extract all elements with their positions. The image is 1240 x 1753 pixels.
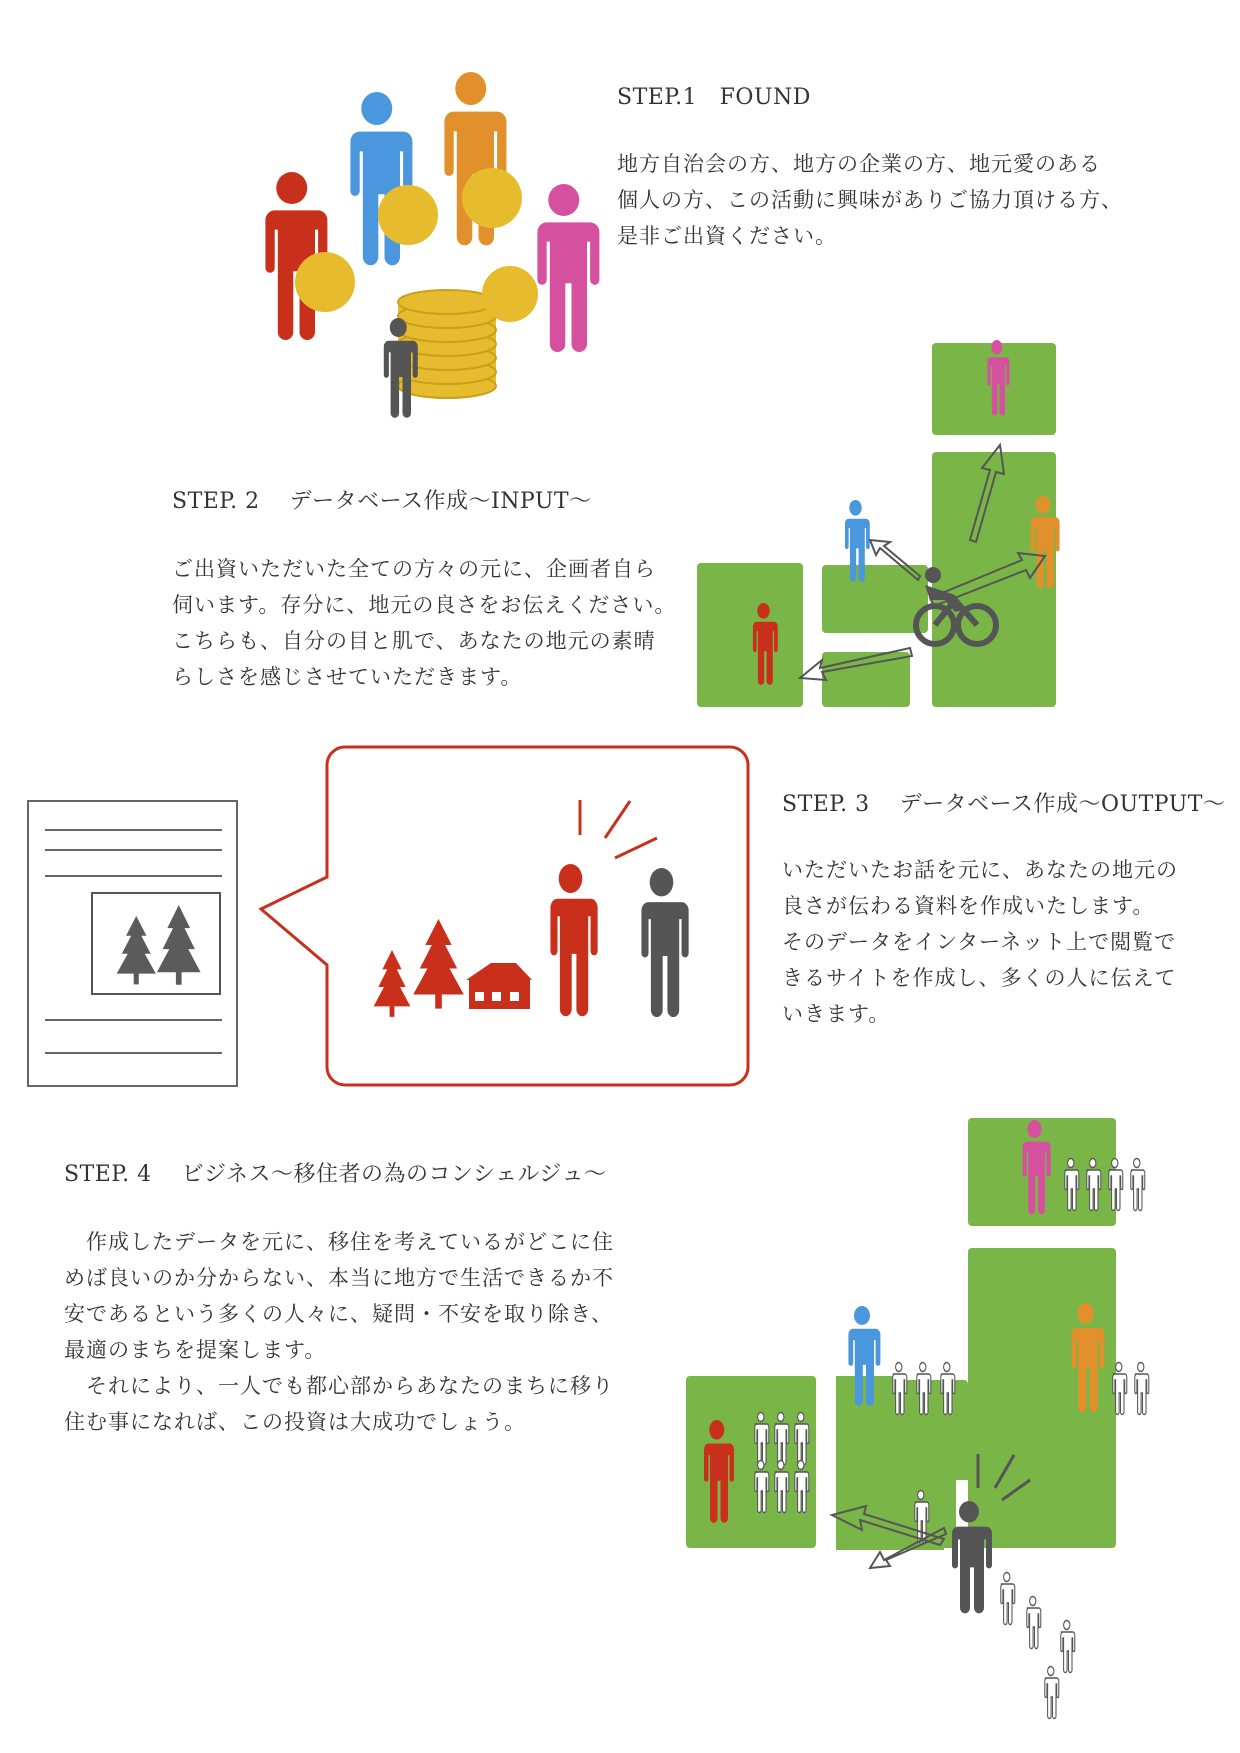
step3-line: 良さが伝わる資料を作成いたします。 xyxy=(782,894,1155,918)
person-pink-icon xyxy=(537,184,599,352)
step2-line: こちらも、自分の目と肌で、あなたの地元の素晴 xyxy=(172,629,656,653)
step1-heading: STEP.1 FOUND xyxy=(617,85,811,110)
person-red-icon xyxy=(265,172,327,340)
coin-icon xyxy=(462,168,522,228)
person-gray-icon xyxy=(384,318,418,418)
step1-text xyxy=(617,146,1123,254)
step2-illustration xyxy=(697,340,1060,707)
map-green xyxy=(686,1118,1116,1548)
step3-line: いきます。 xyxy=(782,1002,891,1026)
step2-heading: STEP. 2 データベース作成〜INPUT〜 xyxy=(172,489,592,514)
step4-text xyxy=(64,1224,614,1440)
step3-line: きるサイトを作成し、多くの人に伝えて xyxy=(782,966,1177,990)
person-pink-icon xyxy=(1023,1120,1051,1215)
crowd-icon xyxy=(755,1159,1149,1719)
coin-icon xyxy=(482,266,538,322)
step4-line: 作成したデータを元に、移住を考えているがどこに住 xyxy=(64,1230,614,1254)
person-blue-icon xyxy=(848,1306,880,1406)
step4-line: 安であるという多くの人々に、疑問・不安を取り除き、 xyxy=(64,1302,614,1326)
arrow-icon xyxy=(832,1506,946,1568)
step3-line: そのデータをインターネット上で閲覧で xyxy=(782,930,1177,954)
person-blue-icon xyxy=(350,92,412,265)
exclaim-lines-icon xyxy=(580,800,657,858)
person-red-icon xyxy=(753,603,778,685)
tree-icon xyxy=(374,919,464,1017)
person-red-icon xyxy=(550,864,597,1016)
step2-line: らしさを感じさせていただきます。 xyxy=(172,665,523,689)
step1-line: 地方自治会の方、地方の企業の方、地元愛のある xyxy=(617,152,1101,176)
arrow-icon xyxy=(800,445,1045,680)
speech-bubble xyxy=(261,747,748,1085)
step1-illustration xyxy=(265,72,599,418)
step2-line: 伺います。存分に、地元の良さをお伝えください。 xyxy=(172,593,677,617)
step4-heading: STEP. 4 ビジネス〜移住者の為のコンシェルジュ〜 xyxy=(64,1162,607,1187)
step4-line: それにより、一人でも都心部からあなたのまちに移り xyxy=(64,1374,614,1398)
person-gray-icon xyxy=(952,1501,992,1613)
step4-illustration xyxy=(686,1118,1149,1719)
step1-line: 個人の方、この活動に興味がありご協力頂ける方、 xyxy=(617,188,1123,212)
step1-line: 是非ご出資ください。 xyxy=(617,224,837,248)
step3-line: いただいたお話を元に、あなたの地元の xyxy=(782,858,1178,882)
coin-icon xyxy=(295,252,355,312)
step4-line: 住む事になれば、この投資は大成功でしょう。 xyxy=(64,1410,526,1434)
document-icon xyxy=(28,801,237,1086)
person-blue-icon xyxy=(845,500,870,582)
step4-line: 最適のまちを提案します。 xyxy=(64,1338,327,1362)
person-gray-icon xyxy=(641,868,688,1017)
person-orange-icon xyxy=(1031,496,1060,588)
person-orange-icon xyxy=(444,72,506,245)
step3-heading: STEP. 3 データベース作成〜OUTPUT〜 xyxy=(782,792,1226,817)
coin-icon xyxy=(378,185,438,245)
person-orange-icon xyxy=(1072,1303,1105,1412)
house-icon xyxy=(466,963,532,1009)
map-green xyxy=(697,343,1056,707)
person-pink-icon xyxy=(987,340,1009,416)
coin-stack-icon xyxy=(398,290,496,398)
person-red-icon xyxy=(704,1420,734,1523)
step2-text xyxy=(172,551,676,695)
bicycle-icon xyxy=(916,600,996,644)
step4-line: めば良いのか分からない、本当に地方で生活できるか不 xyxy=(64,1266,614,1290)
step2-line: ご出資いただいた全ての方々の元に、企画者自ら xyxy=(172,557,656,581)
step3-illustration xyxy=(28,747,748,1086)
step3-text xyxy=(782,852,1178,1032)
exclaim-lines-icon xyxy=(978,1454,1030,1500)
